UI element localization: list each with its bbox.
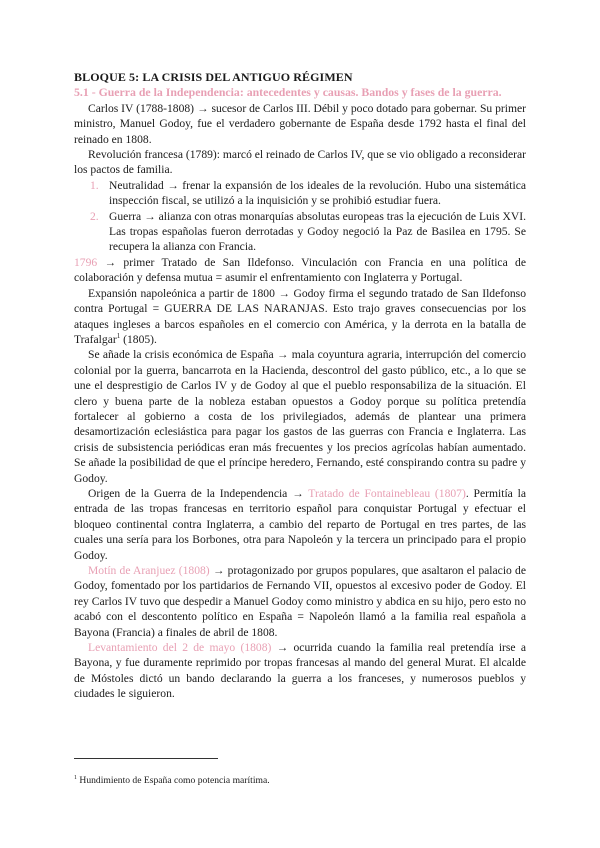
paragraph-expansion-napoleonica	[74, 286, 526, 348]
list-item-text: Guerra → alianza con otras monarquías absolutas europeas tras la ejecución de Luis XVI. Las tropas españolas fueron derrotadas y Godoy negoció la Paz de Basilea en 1795. Se recupera la alianza con Francia.	[109, 209, 526, 254]
policy-list	[74, 178, 526, 255]
paragraph-text: → ocurrida cuando la familia real pretendía irse a Bayona, y fue duramente reprimido por tropas francesas al mando del general Murat. El alcalde de Móstoles dictó un bando declarando la guerra a los franceses, y numerosos pueblos y ciudades le siguieron.	[74, 641, 526, 701]
footnote	[74, 775, 526, 787]
document-body	[74, 70, 526, 702]
paragraph-text: → primer Tratado de San Ildefonso. Vinculación con Francia en una política de colaboración y defensa mutua = asumir el enfrentamiento con Inglaterra y Portugal.	[74, 255, 526, 285]
paragraph-text: → protagonizado por grupos populares, que asaltaron el palacio de Godoy, fomentado por los partidarios de Fernando VII, opuestos al excesivo poder de Godoy. El rey Carlos IV tuvo que despedir a Manuel Godoy como ministro y abdica en su hijo, pero esto no acabó con el descontento político en España = Napoleón llamó a la familia real española a Bayona (Francia) a finales de abril de 1808.	[74, 564, 526, 639]
list-number: 2.	[90, 209, 99, 223]
list-item	[74, 209, 526, 255]
footnote-divider	[74, 758, 218, 759]
paragraph-crisis-economica: Se añade la crisis económica de España → mala coyuntura agraria, interrupción del comercio colonial por la guerra, bancarrota en la Hacienda, descontrol del gasto público, etc., a lo que se une el desprestigio de Carlos IV y de Godoy al que el pueblo responsabiliza de la situación. El clero y buena parte de la nobleza estaban opuestos a Godoy porque su política pretendía fortalecer al gobierno a costa de los privilegiados, además de plantear una primera desamortización eclesiástica para pagar los gastos de las guerras con Francia e Inglaterra. Las crisis de subsistencia periódicas eran más frecuentes y los precios agrícolas habían aumentado. Se añade la posibilidad de que el príncipe heredero, Fernando, esté conspirando contra su padre y Godoy.	[74, 348, 526, 485]
paragraph-text: Origen de la Guerra de la Independencia →	[88, 486, 309, 500]
block-title: BLOQUE 5: LA CRISIS DEL ANTIGUO RÉGIMEN	[74, 70, 353, 84]
list-item	[74, 178, 526, 209]
paragraph-text: Expansión napoleónica a partir de 1800 → Godoy firma el segundo tratado de San Ildefonso contra Portugal = GUERRA DE LAS NARANJAS. Esto trajo graves consecuencias por los ataques ingleses a barcos españoles en el comercio con América, y la derrota en la batalla de Trafalgar	[74, 286, 526, 346]
paragraph-origen-guerra	[74, 486, 526, 563]
year-highlight: 1796	[74, 255, 98, 269]
paragraph-text: (1805).	[120, 332, 157, 346]
list-number: 1.	[90, 178, 99, 192]
section-subtitle: 5.1 - Guerra de la Independencia: antecedentes y causas. Bandos y fases de la guerra.	[74, 85, 502, 100]
paragraph-1796	[74, 255, 526, 286]
paragraph-revolucion-francesa: Revolución francesa (1789): marcó el reinado de Carlos IV, que se vio obligado a reconsiderar los pactos de familia.	[74, 148, 526, 177]
highlight-fontainebleau: Tratado de Fontainebleau (1807)	[308, 486, 466, 500]
highlight-aranjuez: Motín de Aranjuez (1808)	[88, 564, 210, 577]
paragraph-motin-aranjuez	[74, 563, 526, 640]
list-item-text: Neutralidad → frenar la expansión de los ideales de la revolución. Hubo una sistemática inspección fiscal, se utilizó a la inquisición y se prohibió estudiar fuera.	[109, 178, 526, 208]
highlight-dos-de-mayo: Levantamiento del 2 de mayo (1808)	[88, 641, 272, 655]
footnote-reference[interactable]: 1	[116, 332, 121, 341]
paragraph-carlos-iv: Carlos IV (1788-1808) → sucesor de Carlos III. Débil y poco dotado para gobernar. Su primer ministro, Manuel Godoy, fue el verdadero gobernante de España desde 1792 hasta el final del reinado en 1808.	[74, 101, 526, 146]
footnote-mark: 1	[74, 774, 77, 781]
footnote-text: Hundimiento de España como potencia marítima.	[77, 774, 270, 786]
paragraph-dos-de-mayo	[74, 640, 526, 702]
paragraph-text: . Permitía la entrada de las tropas francesas en territorio español para conquistar Portugal y efectuar el bloqueo continental contra Inglaterra, a cambio del reparto de Portugal en tres partes, de las cuales una sería para los Borbones, otra para Napoleón y la tercera un principado para el propio Godoy.	[74, 486, 526, 562]
